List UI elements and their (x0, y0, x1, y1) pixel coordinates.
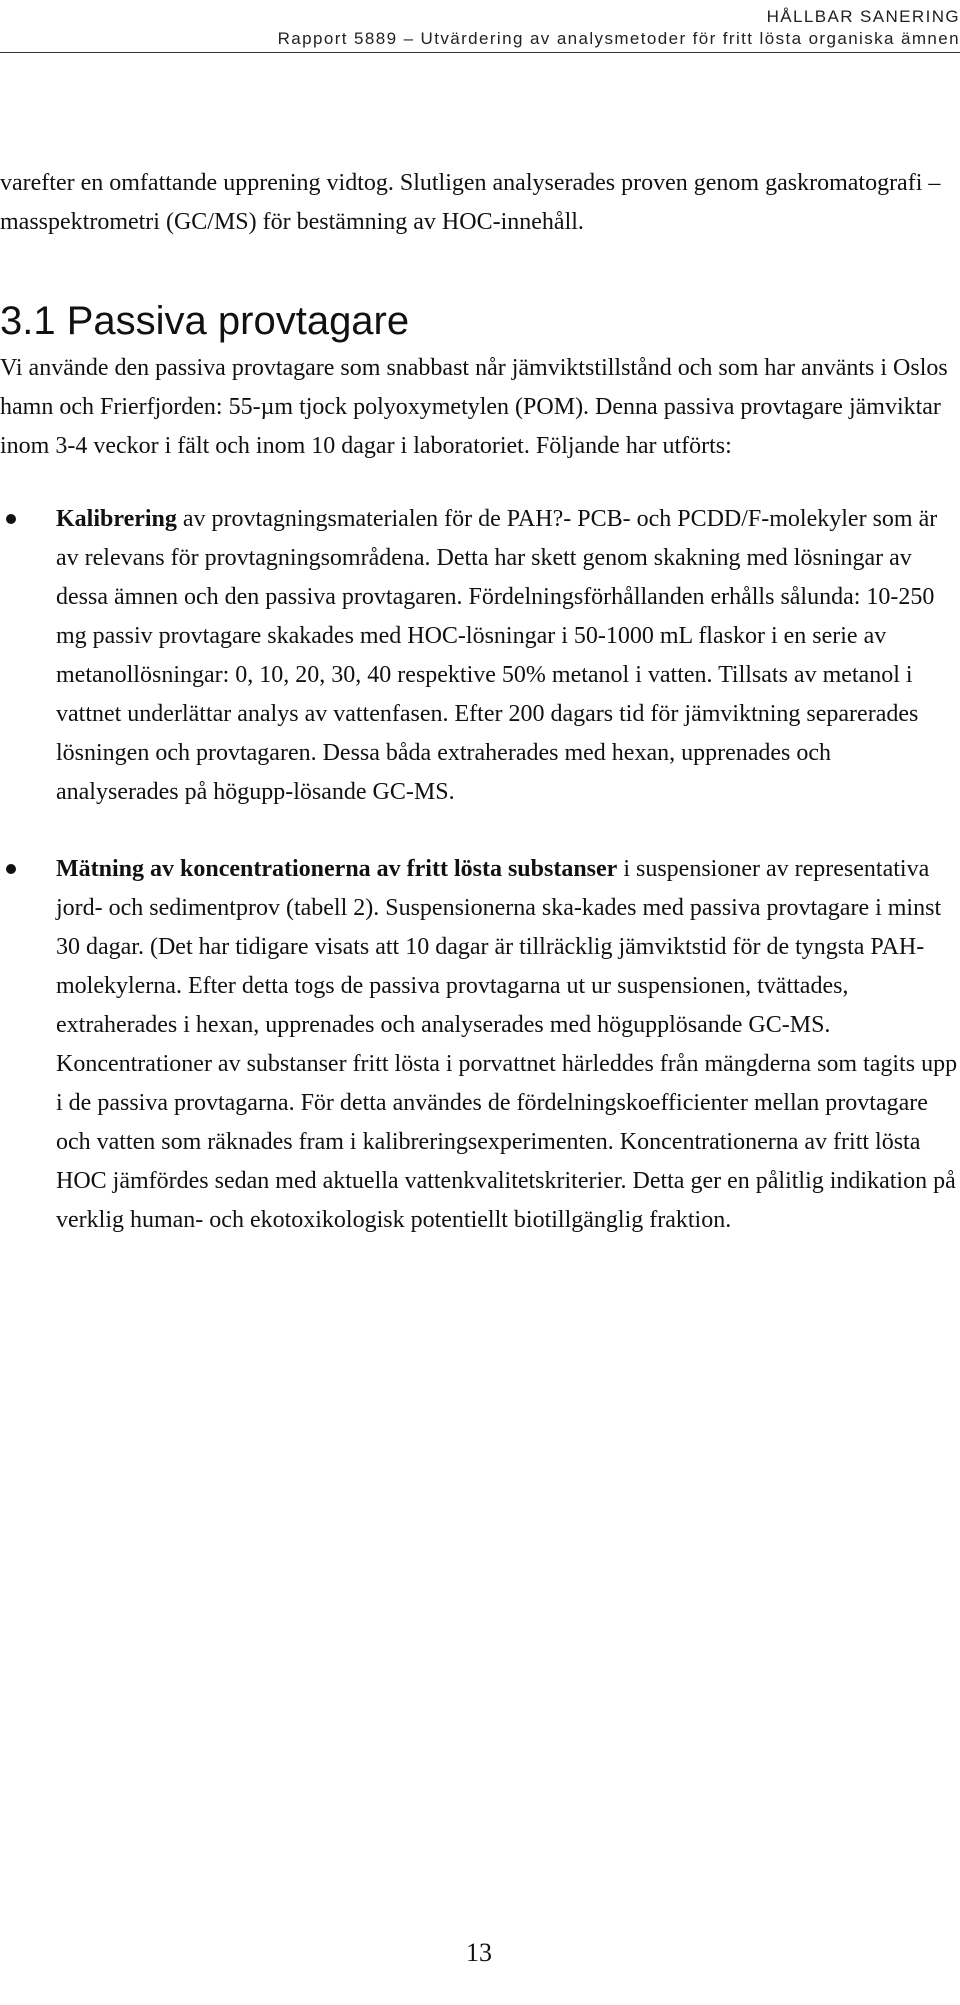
bullet-item-calibration (0, 500, 958, 812)
section-body (0, 349, 958, 466)
bullet-description: i suspensioner av representativa jord- och sedimentprov (tabell 2). Suspensionerna ska-kades med passiva provtagare i minst 30 dagar. (Det har tidigare visats att 10 dagar är tillräcklig jämviktstid för de tyngsta PAH-molekylerna. Efter detta togs de passiva provtagarna ut ur suspensionen, tvättades, extraherades i hexan, upprenades och analyserades med högupplösande GC-MS. Koncentrationer av substanser fritt lösta i porvattnet härleddes från mängderna som tagits upp i de passiva provtagarna. För detta användes de fördelningskoefficienter mellan provtagare och vatten som räknades fram i kalibreringsexperimenten. Koncentrationerna av fritt lösta HOC jämfördes sedan med aktuella vattenkvalitetskriterier. Detta ger en pålitlig indikation på verklig human- och ekotoxikologisk potentiellt biotillgänglig fraktion. (56, 856, 958, 1233)
bullet-item-measurement (0, 850, 958, 1240)
bullet-text (56, 500, 958, 812)
header-divider (0, 52, 960, 53)
bullet-bold-term: Mätning av koncentrationerna av fritt lösta substanser (56, 856, 618, 882)
page-number: 13 (466, 1938, 492, 1967)
section-heading: 3.1 Passiva provtagare (0, 299, 410, 343)
bullet-dot-icon (6, 514, 16, 524)
bullet-bold-term: Kalibrering (56, 506, 177, 532)
bullet-dot-icon (6, 864, 16, 874)
bullet-text (56, 850, 958, 1240)
header-series-title: HÅLLBAR SANERING (766, 7, 960, 26)
page-header (0, 6, 960, 50)
bullet-description: av provtagningsmaterialen för de PAH?- PCB- och PCDD/F-molekyler som är av relevans för provtagningsområdena. Detta har skett genom skakning med lösningar av dessa ämnen och den passiva provtagaren. Fördelningsförhållanden erhålls sålunda: 10-250 mg passiv provtagare skakades med HOC-lösningar i 50-1000 mL flaskor i en serie av metanollösningar: 0, 10, 20, 30, 40 respektive 50% metanol i vatten. Tillsats av metanol i vattnet underlättar analys av vattenfasen. Efter 200 dagars tid för jämviktning separerades lösningen och provtagaren. Dessa båda extraherades med hexan, upprenades och analyserades på högupp-lösande GC-MS. (56, 506, 938, 805)
intro-text: varefter en omfattande upprening vidtog. Slutligen analyserades proven genom gaskromatografi – masspektrometri (GC/MS) för bestämning av HOC-innehåll. (0, 170, 941, 235)
bullet-list (0, 500, 958, 1240)
section-body-text: Vi använde den passiva provtagare som snabbast når jämviktstillstånd och som har använts i Oslos hamn och Frierfjorden: 55-µm tjock polyoxymetylen (POM). Denna passiva provtagare jämviktar inom 3-4 veckor i fält och inom 10 dagar i laboratoriet. Följande har utförts: (0, 355, 948, 459)
intro-paragraph (0, 164, 958, 242)
header-report-title: Rapport 5889 – Utvärdering av analysmetoder för fritt lösta organiska ämnen (277, 29, 960, 48)
page-content (0, 164, 958, 1278)
